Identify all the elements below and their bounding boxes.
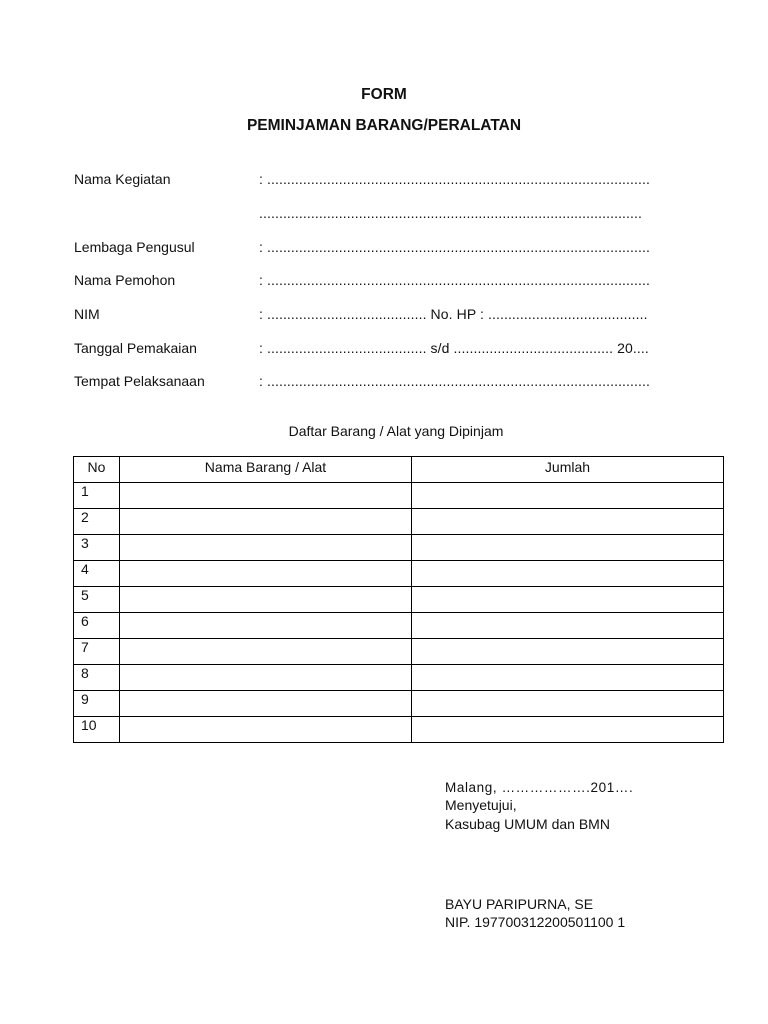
table-row bbox=[74, 509, 724, 535]
table-row bbox=[74, 483, 724, 509]
header-no: No bbox=[74, 457, 120, 483]
field-label: Tempat Pelaksanaan bbox=[74, 373, 205, 389]
table-row bbox=[74, 613, 724, 639]
field-label: Nama Pemohon bbox=[74, 272, 176, 288]
field-lembaga-pengusul bbox=[74, 239, 714, 259]
item-qty-cell[interactable] bbox=[412, 509, 724, 535]
table-row bbox=[74, 639, 724, 665]
row-number: 8 bbox=[74, 665, 120, 691]
table-row bbox=[74, 535, 724, 561]
item-name-cell[interactable] bbox=[120, 587, 412, 613]
header-nama-barang: Nama Barang / Alat bbox=[120, 457, 412, 483]
item-qty-cell[interactable] bbox=[412, 691, 724, 717]
form-title: FORM bbox=[361, 86, 407, 103]
item-qty-cell[interactable] bbox=[412, 587, 724, 613]
field-value[interactable]: ................................................................................................ bbox=[259, 205, 643, 221]
item-qty-cell[interactable] bbox=[412, 639, 724, 665]
table-row bbox=[74, 665, 724, 691]
row-number: 10 bbox=[74, 717, 120, 743]
item-name-cell[interactable] bbox=[120, 639, 412, 665]
field-value[interactable]: : ................................................................................................ bbox=[259, 171, 650, 187]
field-value[interactable]: : ........................................ No. HP : ........................................ bbox=[259, 306, 648, 322]
field-tanggal-pemakaian bbox=[74, 340, 714, 360]
form-subtitle: PEMINJAMAN BARANG/PERALATAN bbox=[246, 117, 522, 134]
field-value[interactable]: : ................................................................................................ bbox=[259, 373, 650, 389]
row-number: 9 bbox=[74, 691, 120, 717]
field-nama-pemohon bbox=[74, 272, 714, 292]
field-nama-kegiatan-cont bbox=[74, 205, 714, 225]
item-name-cell[interactable] bbox=[120, 535, 412, 561]
table-row bbox=[74, 717, 724, 743]
signature-nip: NIP. 197700312200501100 1 bbox=[445, 914, 626, 930]
table-row bbox=[74, 587, 724, 613]
row-number: 2 bbox=[74, 509, 120, 535]
item-name-cell[interactable] bbox=[120, 691, 412, 717]
item-name-cell[interactable] bbox=[120, 561, 412, 587]
table-row bbox=[74, 691, 724, 717]
field-nama-kegiatan bbox=[74, 171, 714, 191]
row-number: 3 bbox=[74, 535, 120, 561]
item-qty-cell[interactable] bbox=[412, 535, 724, 561]
table-row bbox=[74, 561, 724, 587]
item-name-cell[interactable] bbox=[120, 717, 412, 743]
list-caption: Daftar Barang / Alat yang Dipinjam bbox=[288, 423, 504, 439]
item-qty-cell[interactable] bbox=[412, 717, 724, 743]
item-qty-cell[interactable] bbox=[412, 561, 724, 587]
field-label: Lembaga Pengusul bbox=[74, 239, 195, 255]
signature-approval: Menyetujui, bbox=[445, 797, 517, 813]
row-number: 1 bbox=[74, 483, 120, 509]
item-qty-cell[interactable] bbox=[412, 613, 724, 639]
item-name-cell[interactable] bbox=[120, 509, 412, 535]
field-value[interactable]: : ................................................................................................ bbox=[259, 239, 650, 255]
item-name-cell[interactable] bbox=[120, 665, 412, 691]
field-value[interactable]: : ................................................................................................ bbox=[259, 272, 650, 288]
field-label: Tanggal Pemakaian bbox=[74, 340, 197, 356]
item-name-cell[interactable] bbox=[120, 483, 412, 509]
field-label: NIM bbox=[74, 306, 100, 322]
signature-place-date: Malang, ……………….201…. bbox=[445, 780, 634, 795]
row-number: 5 bbox=[74, 587, 120, 613]
field-label: Nama Kegiatan bbox=[74, 171, 171, 187]
signature-name: BAYU PARIPURNA, SE bbox=[445, 896, 594, 912]
row-number: 4 bbox=[74, 561, 120, 587]
row-number: 7 bbox=[74, 639, 120, 665]
table-header-row bbox=[74, 457, 724, 483]
item-qty-cell[interactable] bbox=[412, 483, 724, 509]
field-value[interactable]: : ........................................ s/d ........................................ 20.... bbox=[259, 340, 649, 356]
item-qty-cell[interactable] bbox=[412, 665, 724, 691]
field-nim bbox=[74, 306, 714, 326]
field-tempat-pelaksanaan bbox=[74, 373, 714, 393]
header-jumlah: Jumlah bbox=[412, 457, 724, 483]
row-number: 6 bbox=[74, 613, 120, 639]
item-name-cell[interactable] bbox=[120, 613, 412, 639]
signature-role: Kasubag UMUM dan BMN bbox=[445, 816, 610, 832]
items-table bbox=[73, 456, 724, 743]
